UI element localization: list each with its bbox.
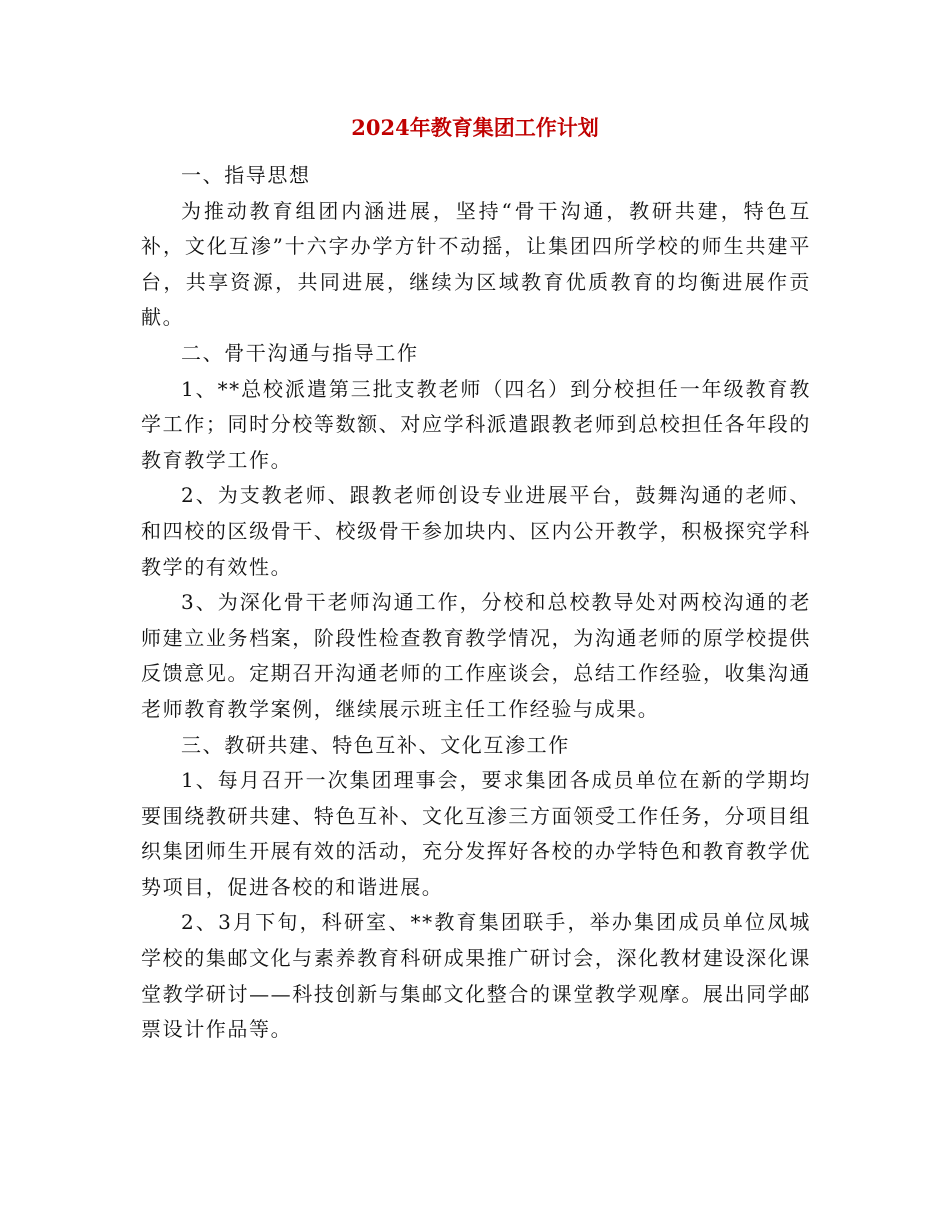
document-title: 2024年教育集团工作计划 — [351, 115, 599, 140]
paragraph-backbone-item-1: 1、**总校派遣第三批支教老师（四名）到分校担任一年级教育教学工作；同时分校等数额、对应学科派遣跟教老师到总校担任各年段的教育教学工作。 — [141, 376, 811, 472]
section-heading-research-collaboration: 三、教研共建、特色互补、文化互渗工作 — [181, 732, 570, 757]
paragraph-guiding-ideology: 为推动教育组团内涵进展，坚持“骨干沟通，教研共建，特色互补，文化互渗”十六字办学方针不动摇，让集团四所学校的师生共建平台，共享资源，共同进展，继续为区域教育优质教育的均衡进展作贡献。 — [141, 198, 811, 330]
paragraph-backbone-item-2: 2、为支教老师、跟教老师创设专业进展平台，鼓舞沟通的老师、和四校的区级骨干、校级骨干参加块内、区内公开教学，积极探究学科教学的有效性。 — [141, 483, 811, 579]
section-heading-backbone-exchange: 二、骨干沟通与指导工作 — [181, 340, 419, 365]
paragraph-backbone-item-3: 3、为深化骨干老师沟通工作，分校和总校教导处对两校沟通的老师建立业务档案，阶段性检查教育教学情况，为沟通老师的原学校提供反馈意见。定期召开沟通老师的工作座谈会，总结工作经验，收集沟通老师教育教学案例，继续展示班主任工作经验与成果。 — [141, 590, 811, 721]
paragraph-research-item-1: 1、每月召开一次集团理事会，要求集团各成员单位在新的学期均要围绕教研共建、特色互补、文化互渗三方面领受工作任务，分项目组织集团师生开展有效的活动，充分发挥好各校的办学特色和教育教学优势项目，促进各校的和谐进展。 — [141, 768, 811, 899]
section-heading-guiding-ideology: 一、指导思想 — [181, 163, 311, 187]
document-body — [141, 158, 811, 1048]
paragraph-research-item-2: 2、3月下旬，科研室、**教育集团联手，举办集团成员单位凤城学校的集邮文化与素养教育科研成果推广研讨会，深化教材建设深化课堂教学研讨——科技创新与集邮文化整合的课堂教学观摩。展出同学邮票设计作品等。 — [141, 910, 811, 1042]
